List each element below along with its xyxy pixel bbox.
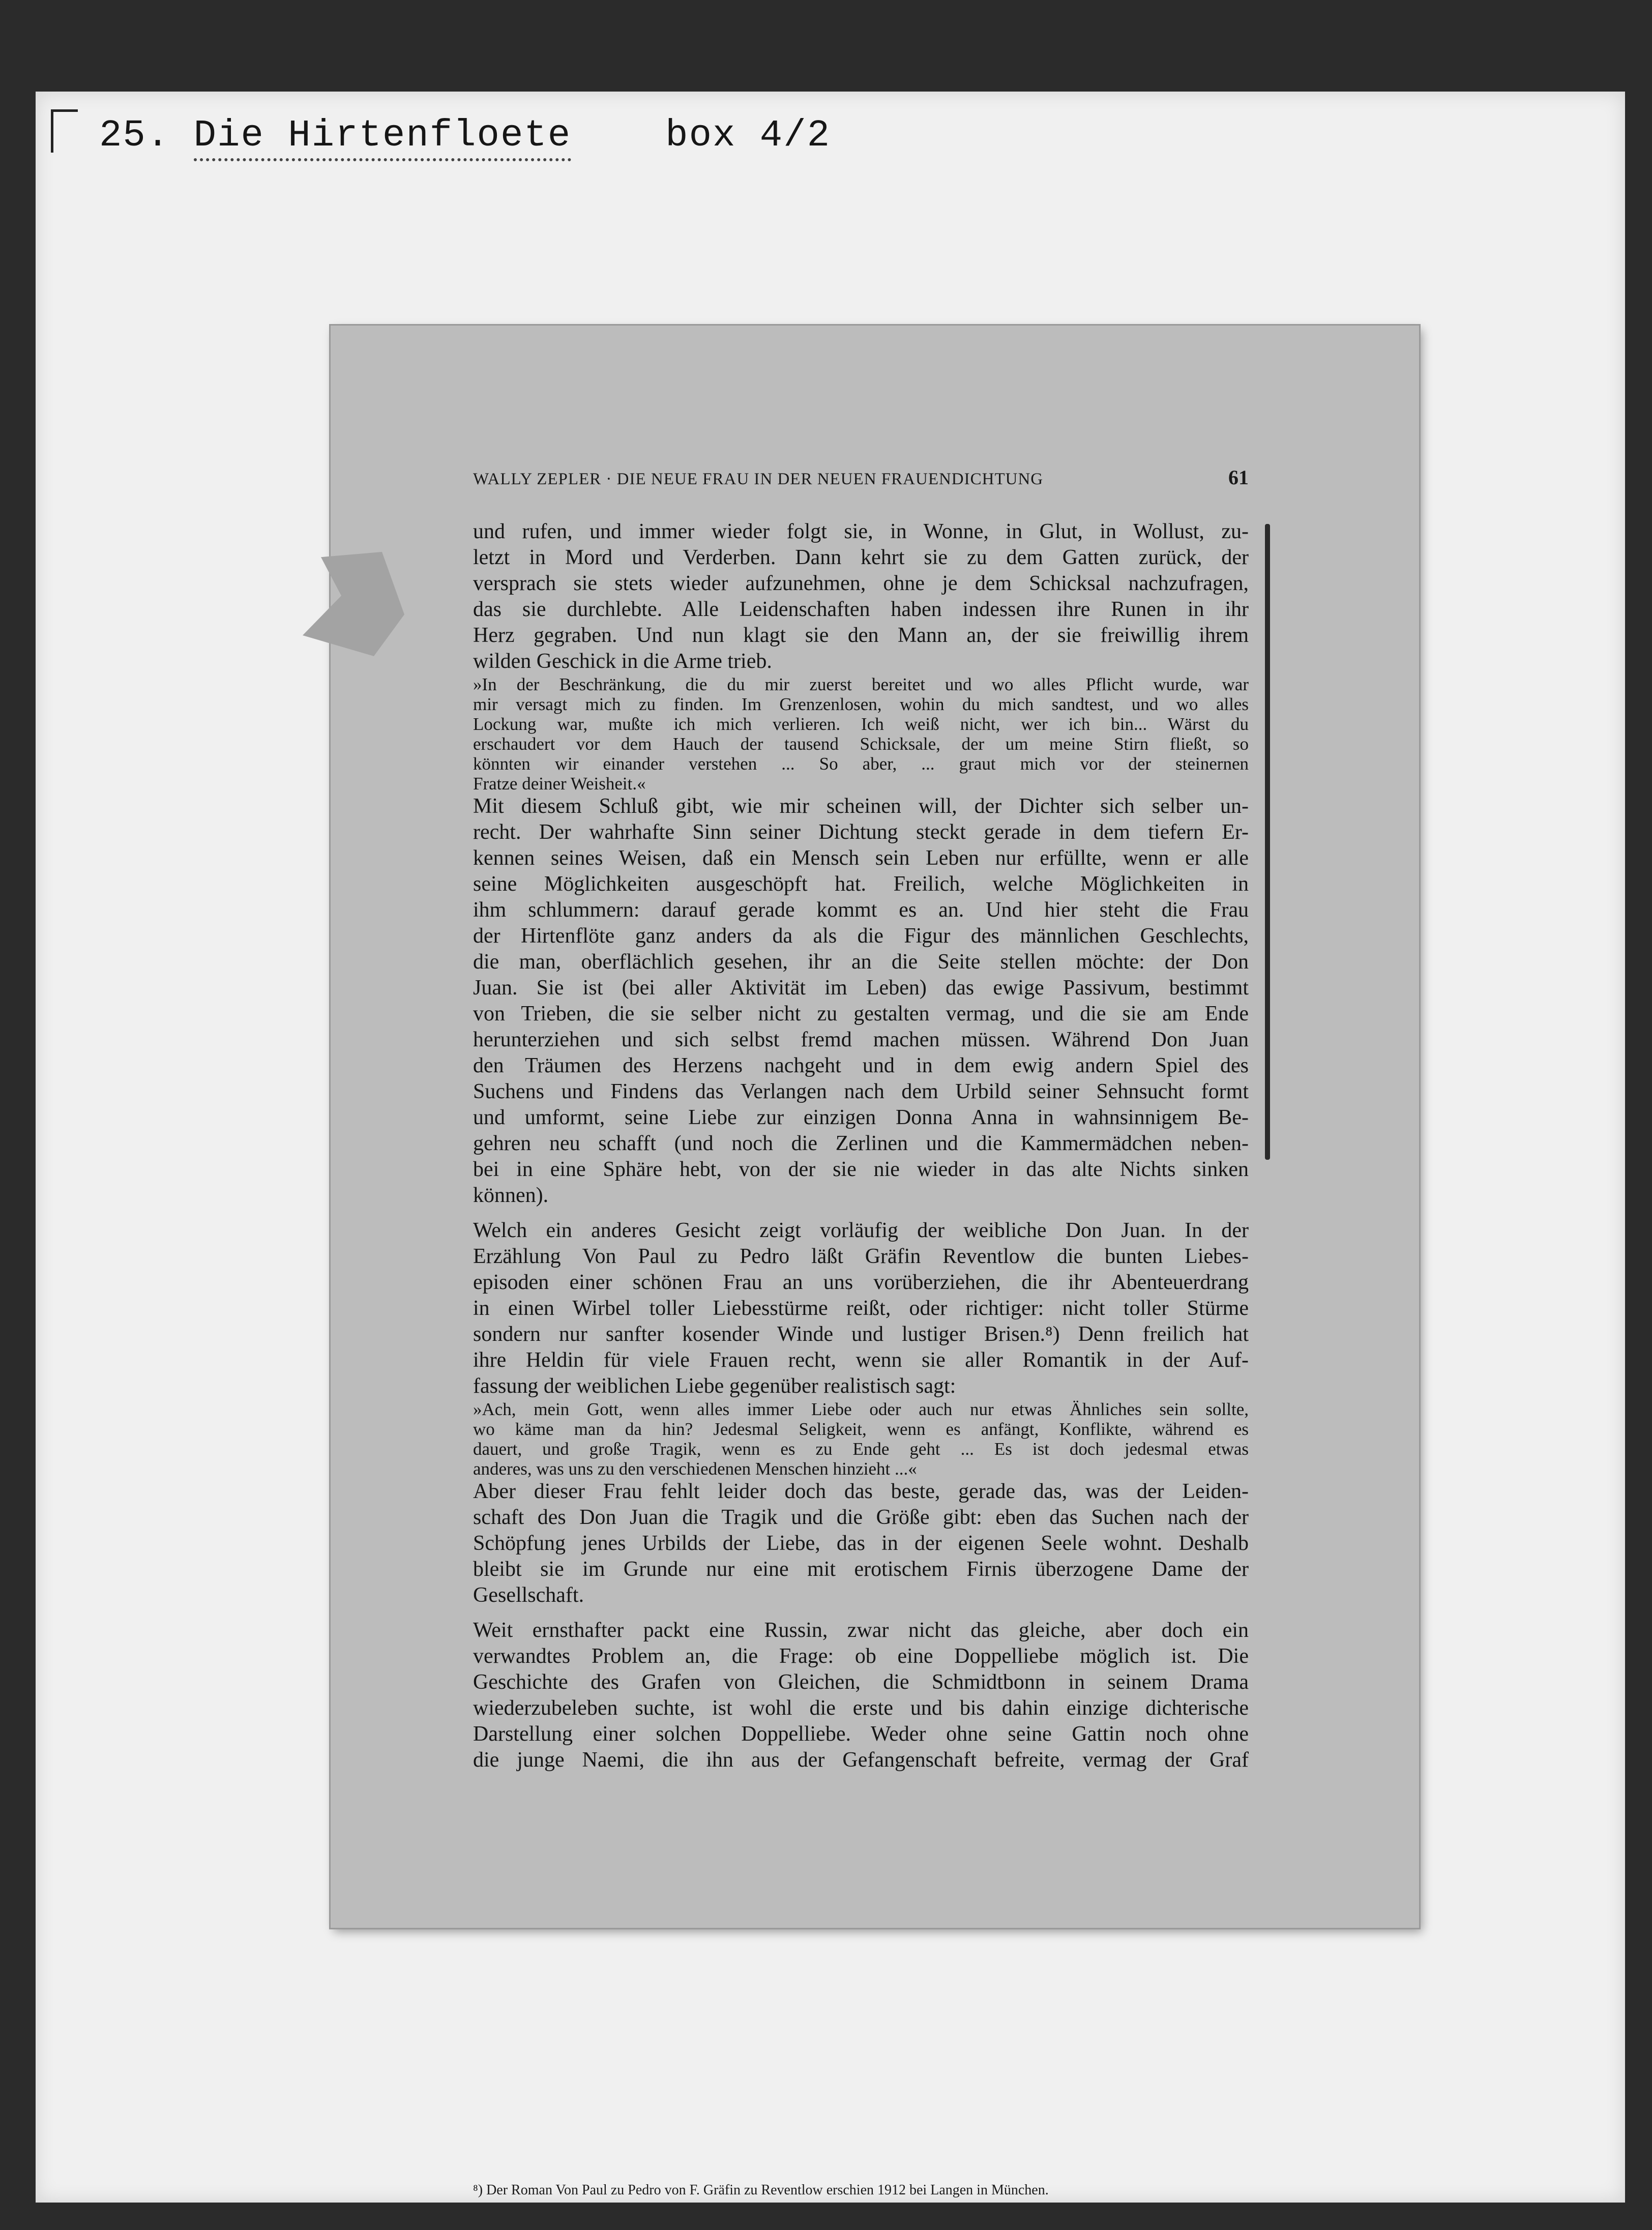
page-number: 61 — [1228, 466, 1249, 489]
quote-line: Lockung war, mußte ich mich verlieren. Ich weiß nicht, wer ich bin... Wärst du — [473, 714, 1249, 734]
text-line: die junge Naemi, die ihn aus der Gefangenschaft befreite, vermag der Graf — [473, 1748, 1249, 1772]
text-line: von Trieben, die sie selber nicht zu gestalten vermag, und die sie am Ende — [473, 1002, 1249, 1025]
text-line: ihre Heldin für viele Frauen recht, wenn sie aller Romantik in der Auf- — [473, 1348, 1249, 1372]
text-line: ihm schlummern: darauf gerade kommt es an. Und hier steht die Frau — [473, 898, 1249, 922]
text-line: letzt in Mord und Verderben. Dann kehrt sie zu dem Gatten zurück, der — [473, 546, 1249, 569]
running-head — [473, 465, 1249, 489]
text-line: können). — [473, 1184, 549, 1207]
quote-line: »Ach, mein Gott, wenn alles immer Liebe oder auch nur etwas Ähnliches sein sollte, — [473, 1399, 1249, 1419]
text-line: Herz gegraben. Und nun klagt sie den Mann an, der sie freiwillig ihrem — [473, 624, 1249, 647]
text-line: bei in eine Sphäre hebt, von der sie nie wieder in das alte Nichts sinken — [473, 1158, 1249, 1181]
text-line: gehren neu schafft (und noch die Zerlinen und die Kammermädchen neben- — [473, 1132, 1249, 1155]
text-line: Gesellschaft. — [473, 1583, 584, 1607]
footnote: ⁸) Der Roman Von Paul zu Pedro von F. Gräfin zu Reventlow erschien 1912 bei Langen in München. — [473, 2182, 1049, 2198]
text-line: bleibt sie im Grunde nur eine mit erotischem Firnis überzogene Dame der — [473, 1558, 1249, 1581]
text-line: und umformt, seine Liebe zur einzigen Donna Anna in wahnsinnigem Be- — [473, 1106, 1249, 1129]
quote-line: wo käme man da hin? Jedesmal Seligkeit, wenn es anfängt, Konflikte, während es — [473, 1419, 1249, 1439]
quote-line: dauert, und große Tragik, wenn es zu Ende geht ... Es ist doch jedesmal etwas — [473, 1439, 1249, 1459]
text-line: Welch ein anderes Gesicht zeigt vorläufig der weibliche Don Juan. In der — [473, 1219, 1249, 1242]
quote-line: könnten wir einander verstehen ... So aber, ... graut mich vor der steinernen — [473, 754, 1249, 774]
text-line: der Hirtenflöte ganz anders da als die Figur des männlichen Geschlechts, — [473, 924, 1249, 948]
text-line: Suchens und Findens das Verlangen nach dem Urbild seiner Sehnsucht formt — [473, 1080, 1249, 1103]
text-line: herunterziehen und sich selbst fremd machen müssen. Während Don Juan — [473, 1028, 1249, 1051]
corner-registration-mark — [51, 109, 78, 153]
text-line: wiederzubeleben suchte, ist wohl die erste und bis dahin einzige dichterische — [473, 1696, 1249, 1720]
quote-line: mir versagt mich zu finden. Im Grenzenlosen, wohin du mich sandtest, und wo alles — [473, 694, 1249, 714]
text-line: versprach sie stets wieder aufzunehmen, ohne je dem Schicksal nachzufragen, — [473, 572, 1249, 595]
text-line: kennen seines Weisen, daß ein Mensch sein Leben nur erfüllte, wenn er alle — [473, 846, 1249, 870]
text-line: fassung der weiblichen Liebe gegenüber realistisch sagt: — [473, 1374, 956, 1398]
text-line: Geschichte des Grafen von Gleichen, die Schmidtbonn in seinem Drama — [473, 1670, 1249, 1694]
quote-line: »In der Beschränkung, die du mir zuerst bereitet und wo alles Pflicht wurde, war — [473, 674, 1249, 694]
text-line: in einen Wirbel toller Liebesstürme reißt, oder richtiger: nicht toller Stürme — [473, 1297, 1249, 1320]
archive-number: 25. — [99, 114, 170, 157]
text-line: Weit ernsthafter packt eine Russin, zwar nicht das gleiche, aber doch ein — [473, 1619, 1249, 1642]
archive-title: Die Hirtenfloete — [194, 114, 572, 161]
text-line: die man, oberflächlich gesehen, ihr an die Seite stellen möchte: der Don — [473, 950, 1249, 974]
paragraph-gap — [473, 1209, 1249, 1218]
text-line: Juan. Sie ist (bei aller Aktivität im Leben) das ewige Passivum, bestimmt — [473, 976, 1249, 1000]
archive-label — [99, 114, 831, 157]
text-line: Schöpfung jenes Urbilds der Liebe, das in der eigenen Seele wohnt. Deshalb — [473, 1532, 1249, 1555]
body-text — [473, 519, 1249, 1773]
text-line: und rufen, und immer wieder folgt sie, in Wonne, in Glut, in Wollust, zu- — [473, 520, 1249, 543]
text-line: schaft des Don Juan die Tragik und die Größe gibt: eben das Suchen nach der — [473, 1506, 1249, 1529]
quote-line: anderes, was uns zu den verschiedenen Menschen hinzieht ...« — [473, 1459, 917, 1479]
text-line: wilden Geschick in die Arme trieb. — [473, 650, 772, 673]
margin-marker-line — [1265, 524, 1270, 1160]
text-line: Darstellung einer solchen Doppelliebe. Weder ohne seine Gattin noch ohne — [473, 1722, 1249, 1746]
text-line: verwandtes Problem an, die Frage: ob eine Doppelliebe möglich ist. Die — [473, 1645, 1249, 1668]
quote-line: erschaudert vor dem Hauch der tausend Schicksale, der um meine Stirn fließt, so — [473, 734, 1249, 754]
quote-line: Fratze deiner Weisheit.« — [473, 774, 646, 794]
text-line: recht. Der wahrhafte Sinn seiner Dichtung steckt gerade in dem tiefern Er- — [473, 820, 1249, 844]
text-line: episoden einer schönen Frau an uns vorüberziehen, die ihr Abenteuerdrang — [473, 1271, 1249, 1294]
text-line: Aber dieser Frau fehlt leider doch das beste, gerade das, was der Leiden- — [473, 1480, 1249, 1503]
text-line: seine Möglichkeiten ausgeschöpft hat. Freilich, welche Möglichkeiten in — [473, 872, 1249, 896]
text-line: den Träumen des Herzens nachgeht und in dem ewig andern Spiel des — [473, 1054, 1249, 1077]
running-head-text: WALLY ZEPLER · DIE NEUE FRAU IN DER NEUEN FRAUENDICHTUNG — [473, 470, 1044, 488]
text-line: Erzählung Von Paul zu Pedro läßt Gräfin Reventlow die bunten Liebes- — [473, 1245, 1249, 1268]
paragraph-gap — [473, 1608, 1249, 1618]
text-line: sondern nur sanfter kosender Winde und lustiger Brisen.⁸) Denn freilich hat — [473, 1323, 1249, 1346]
archive-box: box 4/2 — [665, 114, 831, 157]
text-line: Mit diesem Schluß gibt, wie mir scheinen will, der Dichter sich selber un- — [473, 795, 1249, 818]
text-line: das sie durchlebte. Alle Leidenschaften haben indessen ihre Runen in ihr — [473, 598, 1249, 621]
